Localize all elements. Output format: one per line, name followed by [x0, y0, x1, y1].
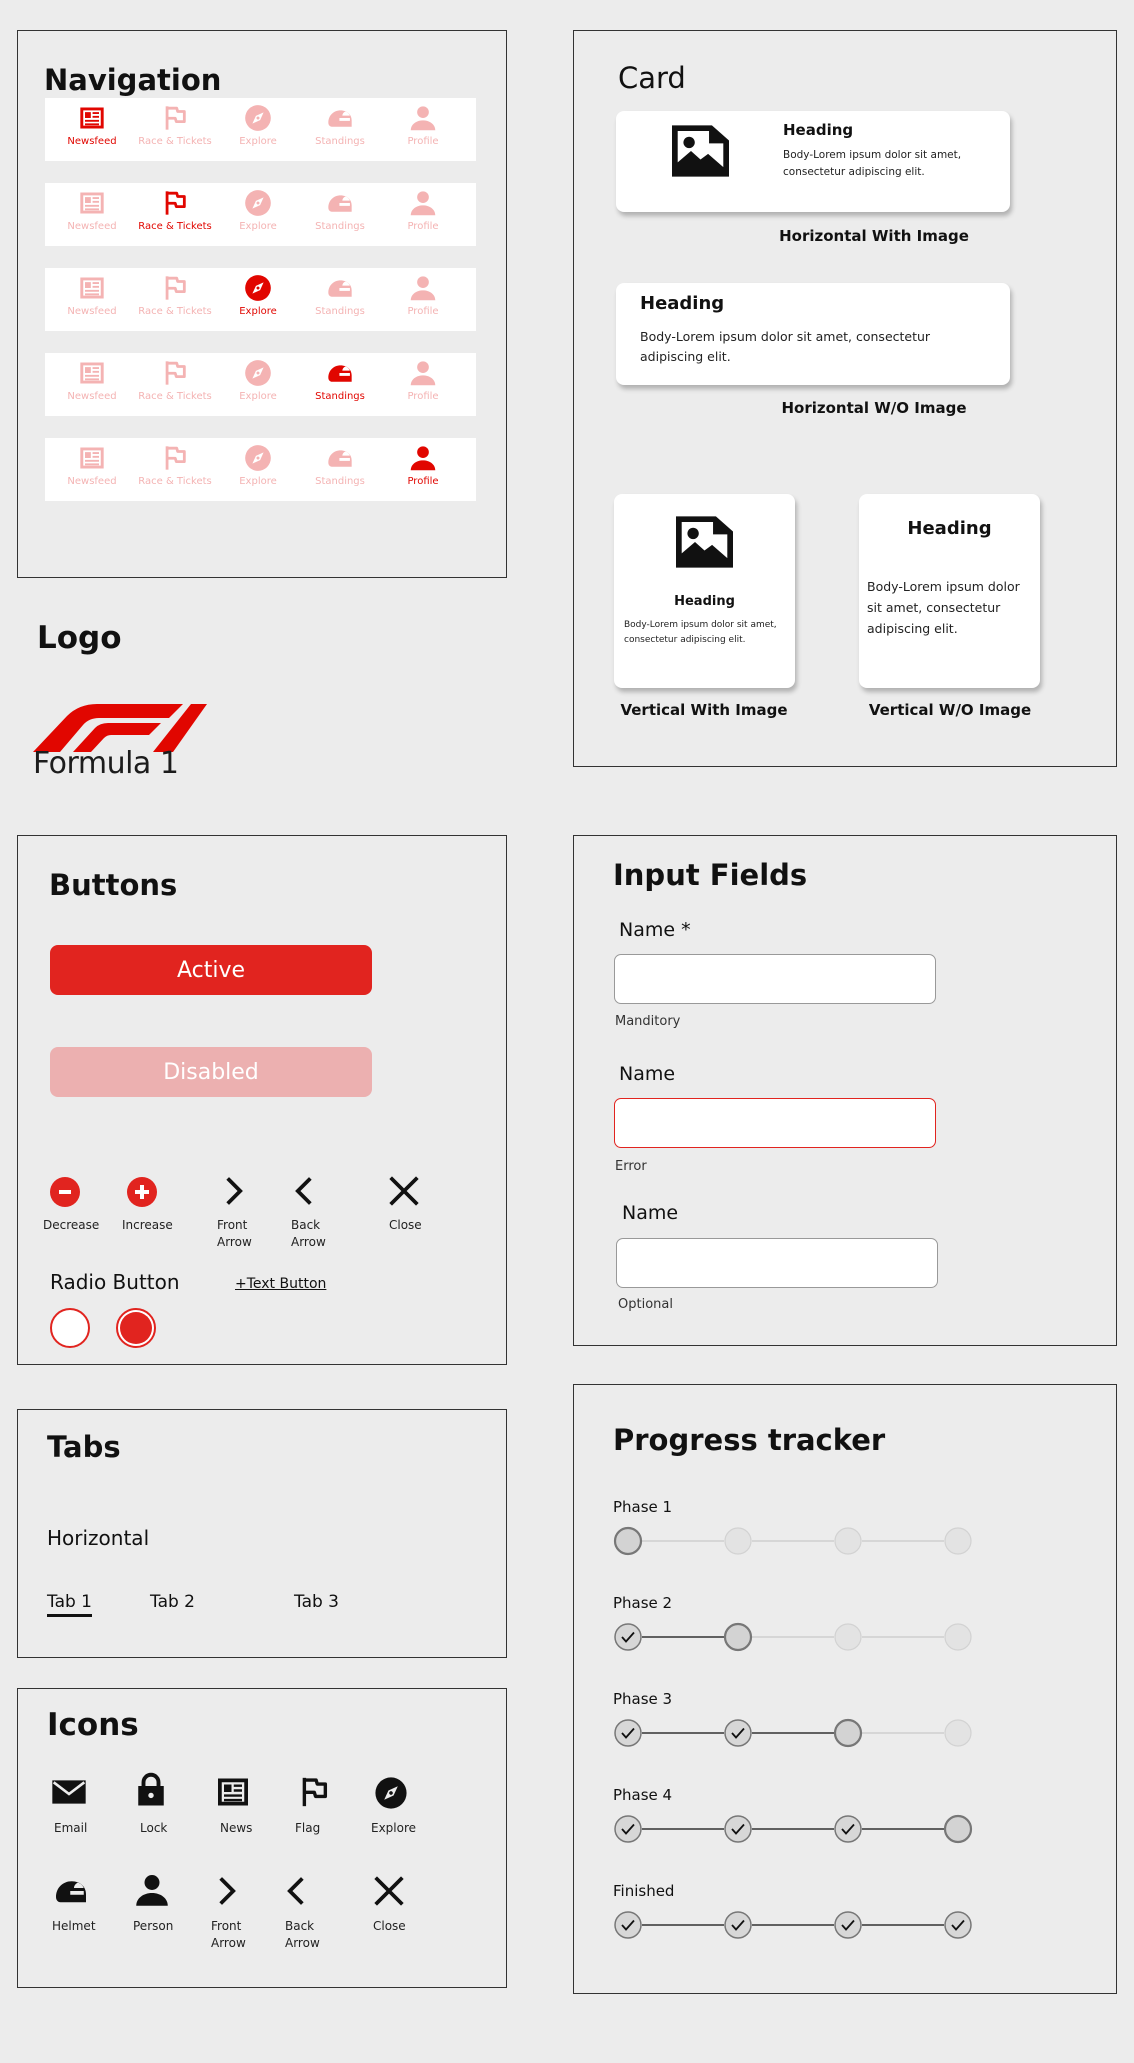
person-icon [134, 1872, 170, 1908]
name-input-error[interactable] [614, 1098, 936, 1148]
helmet-icon [53, 1873, 89, 1909]
step-completed [945, 1912, 971, 1938]
helmet-label: Helmet [52, 1919, 96, 1933]
explore-icon [244, 189, 272, 217]
front-arrow-label: Front Arrow [217, 1218, 252, 1249]
explore-icon [374, 1776, 408, 1810]
nav-item-race-tickets[interactable] [130, 438, 220, 501]
step-current [835, 1720, 861, 1746]
step-current [725, 1624, 751, 1650]
bottom-nav-bar [45, 98, 476, 161]
nav-item-profile[interactable] [378, 438, 468, 501]
active-button[interactable]: Active [50, 945, 372, 995]
nav-item-label: Race & Tickets [138, 476, 212, 487]
radio-unchecked[interactable] [50, 1308, 90, 1348]
plus-icon [127, 1177, 157, 1207]
nav-item-profile[interactable] [378, 353, 468, 416]
disabled-button: Disabled [50, 1047, 372, 1097]
nav-item-standings[interactable] [295, 438, 385, 501]
nav-item-explore[interactable] [213, 353, 303, 416]
step-upcoming [945, 1528, 971, 1554]
tab-2[interactable]: Tab 2 [150, 1592, 195, 1612]
progress-tracker-panel [573, 1384, 1117, 1994]
helmet-icon [326, 104, 354, 132]
flag-icon [161, 189, 189, 217]
step-completed [615, 1624, 641, 1650]
tab-1[interactable]: Tab 1 [47, 1592, 92, 1617]
email-label: Email [54, 1821, 88, 1835]
nav-item-label: Explore [239, 221, 277, 232]
nav-item-explore[interactable] [213, 183, 303, 246]
flag-icon [297, 1775, 331, 1809]
nav-item-label: Race & Tickets [138, 136, 212, 147]
nav-item-label: Newsfeed [67, 391, 117, 402]
front-arrow-icon [212, 1876, 242, 1906]
tabs-subtitle: Horizontal [47, 1526, 150, 1550]
card-heading: Heading [907, 518, 992, 539]
step-upcoming [835, 1624, 861, 1650]
news-icon [215, 1774, 251, 1810]
image-icon [672, 125, 729, 177]
minus-icon [59, 1190, 71, 1194]
card-heading: Heading [783, 121, 854, 139]
step-upcoming [725, 1528, 751, 1554]
step-current [615, 1528, 641, 1554]
caption-vertical-with-image: Vertical With Image [620, 701, 788, 719]
news-label: News [220, 1821, 253, 1835]
card-horizontal-without-image[interactable] [616, 283, 1010, 385]
nav-item-label: Race & Tickets [138, 391, 212, 402]
step-completed [725, 1720, 751, 1746]
back-arrow-label: Back Arrow [285, 1919, 320, 1950]
card-vertical-without-image[interactable] [859, 494, 1040, 688]
news-icon [78, 444, 106, 472]
bottom-nav-bar [45, 268, 476, 331]
step-upcoming [945, 1720, 971, 1746]
nav-item-profile[interactable] [378, 98, 468, 161]
logo-title: Logo [37, 620, 122, 656]
bottom-nav-bar [45, 183, 476, 246]
navigation-panel [17, 30, 507, 578]
flag-label: Flag [295, 1821, 321, 1835]
tab-3[interactable]: Tab 3 [294, 1592, 339, 1612]
person-label: Person [133, 1919, 174, 1933]
person-icon [409, 359, 437, 387]
close-label: Close [373, 1919, 406, 1933]
nav-item-newsfeed[interactable] [47, 98, 137, 161]
icons-title: Icons [47, 1707, 139, 1743]
step-completed [725, 1912, 751, 1938]
image-icon [676, 516, 733, 568]
email-icon [49, 1772, 89, 1812]
step-completed [835, 1912, 861, 1938]
buttons-panel [17, 835, 507, 1365]
progress-stepper [574, 1712, 994, 1752]
step-upcoming [945, 1624, 971, 1650]
nav-item-standings[interactable] [295, 183, 385, 246]
step-completed [615, 1720, 641, 1746]
person-icon [409, 444, 437, 472]
bottom-nav-bar [45, 353, 476, 416]
nav-item-profile[interactable] [378, 183, 468, 246]
news-icon [78, 274, 106, 302]
helmet-icon [326, 444, 354, 472]
helmet-icon [326, 189, 354, 217]
explore-icon [244, 104, 272, 132]
lock-icon [133, 1769, 169, 1809]
nav-item-newsfeed[interactable] [47, 438, 137, 501]
explore-icon [244, 444, 272, 472]
step-current [945, 1816, 971, 1842]
phase-label: Finished [613, 1882, 675, 1900]
nav-item-label: Race & Tickets [138, 306, 212, 317]
decrease-label: Decrease [43, 1218, 100, 1232]
f1-logo-wordmark: Formula 1 [33, 746, 179, 781]
card-body: Body-Lorem ipsum dolor sit amet, consectetur adipiscing elit. [640, 329, 931, 364]
progress-title: Progress tracker [613, 1423, 886, 1457]
icons-panel [17, 1688, 507, 1988]
bottom-nav-bar [45, 438, 476, 501]
nav-item-label: Profile [407, 136, 439, 147]
navigation-title: Navigation [44, 63, 222, 97]
card-title: Card [618, 61, 686, 95]
input-label-mandatory: Name * [619, 919, 691, 941]
flag-icon [161, 274, 189, 302]
nav-item-standings[interactable] [295, 98, 385, 161]
front-arrow-label: Front Arrow [211, 1919, 246, 1950]
card-body: Body-Lorem ipsum dolor sit amet, consectetur adipiscing elit. [783, 149, 962, 178]
helmet-icon [326, 274, 354, 302]
phase-label: Phase 4 [613, 1786, 673, 1804]
increase-button[interactable] [127, 1177, 157, 1207]
card-body: Body-Lorem ipsum dolor sit amet, consectetur adipiscing elit. [867, 579, 1020, 636]
input-fields-title: Input Fields [613, 858, 808, 892]
nav-item-label: Newsfeed [67, 136, 117, 147]
front-arrow-icon[interactable] [219, 1176, 249, 1206]
nav-item-explore[interactable] [213, 268, 303, 331]
nav-item-newsfeed[interactable] [47, 268, 137, 331]
step-upcoming [835, 1528, 861, 1554]
nav-item-label: Race & Tickets [138, 221, 212, 232]
step-completed [725, 1816, 751, 1842]
step-completed [835, 1816, 861, 1842]
step-completed [615, 1912, 641, 1938]
input-label-error: Name [619, 1063, 676, 1085]
nav-item-race-tickets[interactable] [130, 98, 220, 161]
person-icon [409, 274, 437, 302]
news-icon [78, 189, 106, 217]
progress-stepper [574, 1808, 994, 1848]
input-label-optional: Name [622, 1202, 679, 1224]
f1-logo [33, 702, 208, 787]
name-input-optional[interactable] [616, 1238, 938, 1288]
nav-item-profile[interactable] [378, 268, 468, 331]
explore-label: Explore [371, 1821, 417, 1835]
nav-item-race-tickets[interactable] [130, 183, 220, 246]
nav-item-explore[interactable] [213, 98, 303, 161]
nav-item-label: Explore [239, 306, 277, 317]
close-label: Close [389, 1218, 422, 1232]
explore-icon [244, 274, 272, 302]
card-horizontal-with-image[interactable] [616, 111, 1010, 212]
nav-item-label: Newsfeed [67, 221, 117, 232]
text-button[interactable]: +Text Button [235, 1276, 327, 1292]
name-input-mandatory[interactable] [614, 954, 936, 1004]
progress-stepper [574, 1616, 994, 1656]
nav-item-label: Newsfeed [67, 306, 117, 317]
phase-label: Phase 1 [613, 1498, 673, 1516]
person-icon [409, 189, 437, 217]
card-panel [573, 30, 1117, 767]
nav-item-label: Explore [239, 476, 277, 487]
flag-icon [161, 104, 189, 132]
flag-icon [161, 359, 189, 387]
progress-stepper [574, 1904, 994, 1944]
nav-item-label: Standings [315, 391, 365, 402]
progress-stepper [574, 1520, 994, 1560]
news-icon [78, 104, 106, 132]
nav-item-label: Profile [407, 391, 439, 402]
radio-checked[interactable] [116, 1308, 156, 1348]
lock-label: Lock [140, 1821, 168, 1835]
nav-item-label: Explore [239, 136, 277, 147]
input-helper-error: Error [615, 1159, 647, 1174]
helmet-icon [326, 359, 354, 387]
phase-label: Phase 3 [613, 1690, 673, 1708]
nav-item-label: Standings [315, 476, 365, 487]
nav-item-label: Explore [239, 391, 277, 402]
nav-item-newsfeed[interactable] [47, 183, 137, 246]
tabs-title: Tabs [47, 1430, 121, 1464]
back-arrow-label: Back Arrow [291, 1218, 326, 1249]
close-icon [373, 1875, 405, 1907]
nav-item-label: Standings [315, 136, 365, 147]
nav-item-label: Standings [315, 221, 365, 232]
nav-item-label: Profile [407, 221, 439, 232]
input-helper-optional: Optional [618, 1297, 673, 1312]
decrease-button[interactable] [50, 1177, 80, 1207]
nav-item-race-tickets[interactable] [130, 268, 220, 331]
caption-vertical-without-image: Vertical W/O Image [868, 701, 1032, 719]
news-icon [78, 359, 106, 387]
explore-icon [244, 359, 272, 387]
nav-item-label: Standings [315, 306, 365, 317]
nav-item-standings[interactable] [295, 353, 385, 416]
nav-item-explore[interactable] [213, 438, 303, 501]
nav-item-label: Newsfeed [67, 476, 117, 487]
nav-item-newsfeed[interactable] [47, 353, 137, 416]
back-arrow-icon [281, 1876, 311, 1906]
card-heading: Heading [674, 594, 735, 609]
back-arrow-icon[interactable] [289, 1176, 319, 1206]
card-heading: Heading [640, 293, 725, 314]
nav-item-label: Profile [407, 476, 439, 487]
input-fields-panel [573, 835, 1117, 1346]
nav-item-label: Profile [407, 306, 439, 317]
caption-horizontal-without-image: Horizontal W/O Image [781, 399, 967, 417]
nav-item-race-tickets[interactable] [130, 353, 220, 416]
step-completed [615, 1816, 641, 1842]
close-icon[interactable] [388, 1175, 420, 1207]
increase-label: Increase [122, 1218, 173, 1232]
tabs-panel [17, 1409, 507, 1658]
caption-horizontal-with-image: Horizontal With Image [779, 227, 969, 245]
card-body: Body-Lorem ipsum dolor sit amet, consectetur adipiscing elit. [624, 620, 777, 645]
input-helper-mandatory: Manditory [615, 1014, 681, 1029]
buttons-title: Buttons [49, 868, 178, 902]
radio-title: Radio Button [50, 1270, 180, 1294]
person-icon [409, 104, 437, 132]
nav-item-standings[interactable] [295, 268, 385, 331]
card-vertical-with-image[interactable] [614, 494, 795, 688]
phase-label: Phase 2 [613, 1594, 673, 1612]
flag-icon [161, 444, 189, 472]
